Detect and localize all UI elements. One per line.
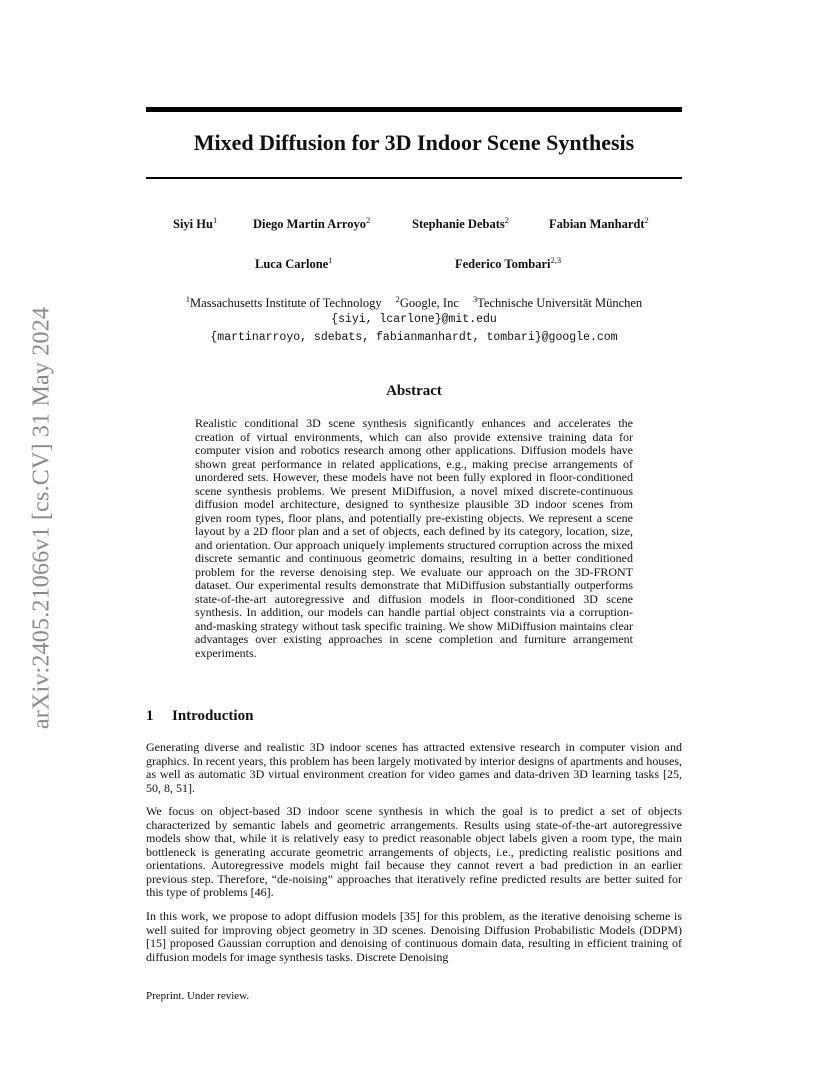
intro-paragraph: In this work, we propose to adopt diffusion models [35] for this problem, as the iterative denoising scheme is well suited for improving object geometry in 3D scenes. Denoising Diffusion Probabilistic Models (DDPM) [15] proposed Gaussian corruption and denoising of continuous domain data, resulting in efficient training of diffusion models for image synthesis tasks. Discrete Denoising	[146, 909, 682, 964]
title-top-rule	[146, 107, 682, 112]
intro-paragraph: We focus on object-based 3D indoor scene synthesis in which the goal is to predict a set of objects characterized by semantic labels and geometric arrangements. Results using state-of-the-art autoregressive models show that, while it is relatively easy to predict reasonable object labels given a room type, the main bottleneck is generating accurate geometric arrangements of objects, i.e., predicting realistic positions and orientations. Autoregressive models might fail because they cannot revert a bad prediction in an earlier previous step. Therefore, “de-noising” approaches that iteratively refine predicted results are better suited for this type of problems [46].	[146, 804, 682, 899]
author: Luca Carlone$^1$	[255, 255, 333, 272]
abstract-heading: Abstract	[386, 383, 442, 399]
affiliation: Google, Inc	[399, 296, 459, 311]
author-email: {siyi, lcarlone}@mit.edu	[331, 313, 497, 326]
title-bottom-rule	[146, 177, 682, 179]
affiliation: Technische Universität München	[477, 296, 643, 311]
page-footer: Preprint. Under review.	[146, 990, 250, 1002]
paper-title: Mixed Diffusion for 3D Indoor Scene Synthesis	[193, 130, 635, 155]
author: Fabian Manhardt$^2$	[549, 215, 649, 232]
author: Federico Tombari$^{2,3}$	[455, 255, 562, 272]
intro-paragraph: Generating diverse and realistic 3D indoor scenes has attracted extensive research in computer vision and graphics. In recent years, this problem has been largely motivated by interior designs of apartments and houses, as well as automatic 3D virtual environment creation for video games and data-driven 3D learning tasks [25, 50, 8, 51].	[146, 740, 682, 795]
abstract-text: Realistic conditional 3D scene synthesis significantly enhances and accelerates the creation of virtual environments, which can also provide extensive training data for computer vision and robotics research among other applications. Diffusion models have shown great performance in related applications, e.g., making precise arrangements of unordered sets. However, these models have not been fully explored in floor-conditioned scene synthesis problems. We present MiDiffusion, a novel mixed discrete-continuous diffusion model architecture, designed to synthesize plausible 3D indoor scenes from given room types, floor plans, and potentially pre-existing objects. We represent a scene layout by a 2D floor plan and a set of objects, each defined by its category, location, size, and orientation. Our approach uniquely implements structured corruption across the mixed discrete semantic and continuous geometric domains, resulting in a better conditioned problem for the reverse denoising step. We evaluate our approach on the 3D-FRONT dataset. Our experimental results demonstrate that MiDiffusion substantially outperforms state-of-the-art autoregressive and diffusion models in floor-conditioned 3D scene synthesis. In addition, our models can handle partial object constraints via a corruption-and-masking strategy without task specific training. We show MiDiffusion maintains clear advantages over existing approaches in scene completion and furniture arrangement experiments.	[195, 416, 633, 660]
author: Siyi Hu$^1$	[173, 215, 218, 232]
arxiv-identifier: arXiv:2405.21066v1 [cs.CV] 31 May 2024	[28, 306, 55, 730]
affiliation: Massachusetts Institute of Technology	[190, 296, 382, 311]
author: Stephanie Debats$^2$	[412, 215, 509, 232]
affiliations: $^1$Massachusetts Institute of Technology $^2$Google, Inc $^3$Technische Universität München	[185, 294, 643, 311]
section-heading: 1 Introduction	[146, 708, 254, 724]
author-email: {martinarroyo, sdebats, fabianmanhardt, tombari}@google.com	[210, 331, 618, 344]
author: Diego Martin Arroyo$^2$	[253, 215, 371, 232]
